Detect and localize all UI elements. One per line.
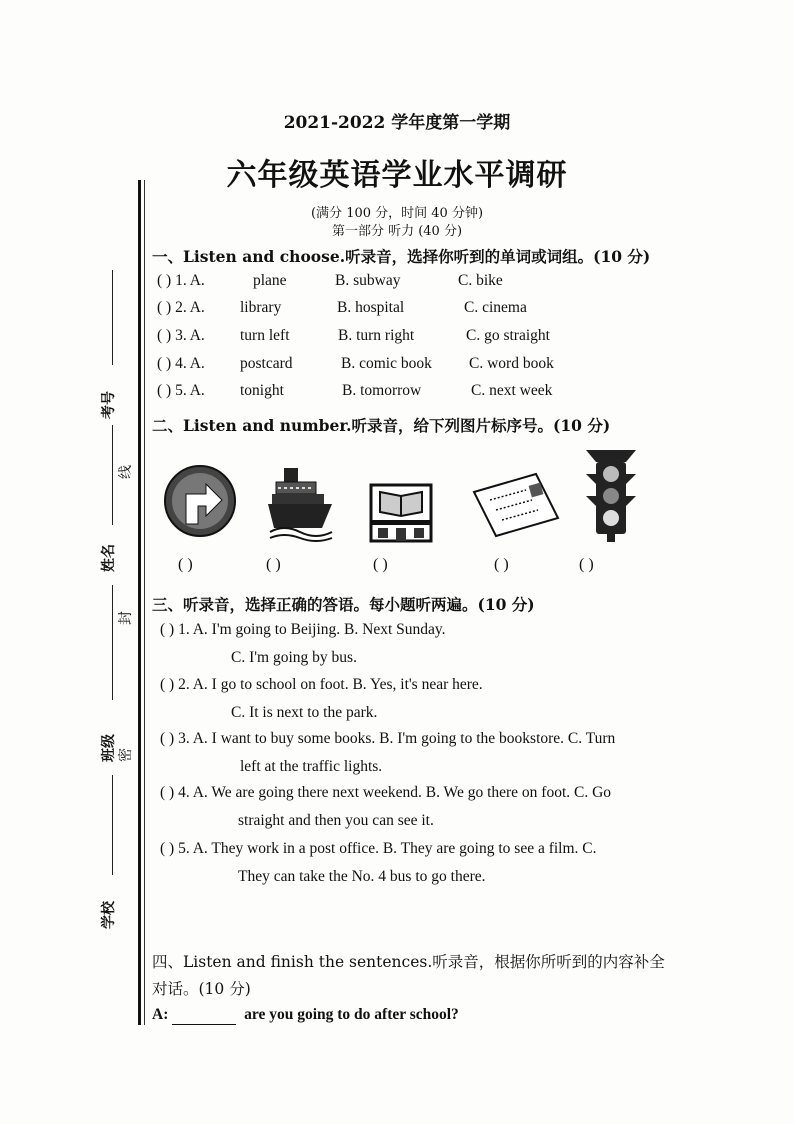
sec1-q3-c: C. go straight — [466, 327, 550, 344]
seal-line-mark: 线 — [118, 465, 134, 479]
dialogue-a-text: are you going to do after school? — [244, 1006, 459, 1023]
sec1-q5-a: tonight — [240, 382, 284, 399]
sec1-q5-b: B. tomorrow — [342, 382, 422, 399]
sec1-q3-b: B. turn right — [338, 327, 415, 344]
postcard-icon — [470, 470, 562, 540]
sec1-q3-num: ( ) 3. A. — [157, 327, 205, 344]
section-4-title-line1: 四、Listen and finish the sentences.听录音，根据你所听到的内容补全 — [152, 953, 665, 971]
page-title: 六年级英语学业水平调研 — [226, 158, 568, 193]
sec1-q4-b: B. comic book — [341, 355, 432, 372]
school-label: 学校 — [101, 901, 117, 929]
turn-right-sign-icon — [162, 460, 238, 542]
sec3-q5-line2: They can take the No. 4 bus to go there. — [238, 868, 486, 885]
name-line — [112, 425, 113, 525]
sec2-paren-3: ( ) — [373, 556, 388, 573]
sec1-q1-a: plane — [253, 272, 287, 289]
sec1-q2-b: B. hospital — [337, 299, 405, 316]
exam-no-line — [112, 270, 113, 365]
name-label: 姓名 — [101, 544, 117, 572]
term-heading: 2021-2022 学年度第一学期 — [283, 113, 511, 133]
sec4-dialogue-a — [152, 1006, 459, 1025]
class-label: 班级 — [101, 734, 117, 762]
sec2-paren-1: ( ) — [178, 556, 193, 573]
sec1-q2-num: ( ) 2. A. — [157, 299, 205, 316]
section-3-title: 三、听录音，选择正确的答语。每小题听两遍。(10 分) — [152, 595, 535, 614]
sec3-q2-line2: C. It is next to the park. — [231, 704, 378, 721]
section-4-title-line2: 对话。(10 分) — [152, 980, 251, 998]
sec1-q1-c: C. bike — [458, 272, 503, 289]
ship-icon — [266, 462, 336, 542]
sec3-q4-line1: ( ) 4. A. We are going there next weekend. B. We go there on foot. C. Go — [160, 784, 612, 801]
sec2-paren-5: ( ) — [579, 556, 594, 573]
sec3-q1-line1: ( ) 1. A. I'm going to Beijing. B. Next Sunday. — [160, 621, 446, 638]
answer-blank[interactable] — [172, 1006, 236, 1025]
traffic-light-icon — [582, 444, 640, 542]
sec3-q3-line2: left at the traffic lights. — [240, 758, 383, 775]
binding-border-thin — [144, 180, 145, 1025]
bookstore-icon — [368, 482, 434, 544]
sec1-q2-c: C. cinema — [464, 299, 527, 316]
sec1-q4-c: C. word book — [469, 355, 554, 372]
sec1-q3-a: turn left — [240, 327, 290, 344]
seal-mi-mark: 密 — [118, 748, 134, 762]
section-1-title: 一、Listen and choose.听录音，选择你听到的单词或词组。(10 分) — [152, 247, 651, 266]
speaker-a-label: A: — [152, 1006, 169, 1023]
sec3-q3-line1: ( ) 3. A. I want to buy some books. B. I'm going to the bookstore. C. Turn — [160, 730, 616, 747]
sec1-q1-num: ( ) 1. A. — [157, 272, 205, 289]
sec1-q4-num: ( ) 4. A. — [157, 355, 205, 372]
sec1-q5-c: C. next week — [471, 382, 553, 399]
sec1-q4-a: postcard — [240, 355, 293, 372]
section-2-title: 二、Listen and number.听录音，给下列图片标序号。(10 分) — [152, 416, 611, 435]
sec2-paren-4: ( ) — [494, 556, 509, 573]
school-line — [112, 775, 113, 875]
sec3-q1-line2: C. I'm going by bus. — [231, 649, 357, 666]
sec1-q2-a: library — [240, 299, 282, 316]
seal-feng-mark: 封 — [118, 611, 134, 625]
sec3-q5-line1: ( ) 5. A. They work in a post office. B. They are going to see a film. C. — [160, 840, 597, 857]
sec3-q2-line1: ( ) 2. A. I go to school on foot. B. Yes, it's near here. — [160, 676, 483, 693]
class-line-top — [112, 585, 113, 700]
binding-border-thick — [138, 180, 141, 1025]
sec1-q5-num: ( ) 5. A. — [157, 382, 205, 399]
part-heading: 第一部分 听力 (40 分) — [331, 224, 463, 239]
sec2-paren-2: ( ) — [266, 556, 281, 573]
score-note: (满分 100 分，时间 40 分钟) — [310, 206, 484, 221]
sec1-q1-b: B. subway — [335, 272, 401, 289]
sec3-q4-line2: straight and then you can see it. — [238, 812, 434, 829]
exam-no-label: 考号 — [101, 391, 117, 419]
